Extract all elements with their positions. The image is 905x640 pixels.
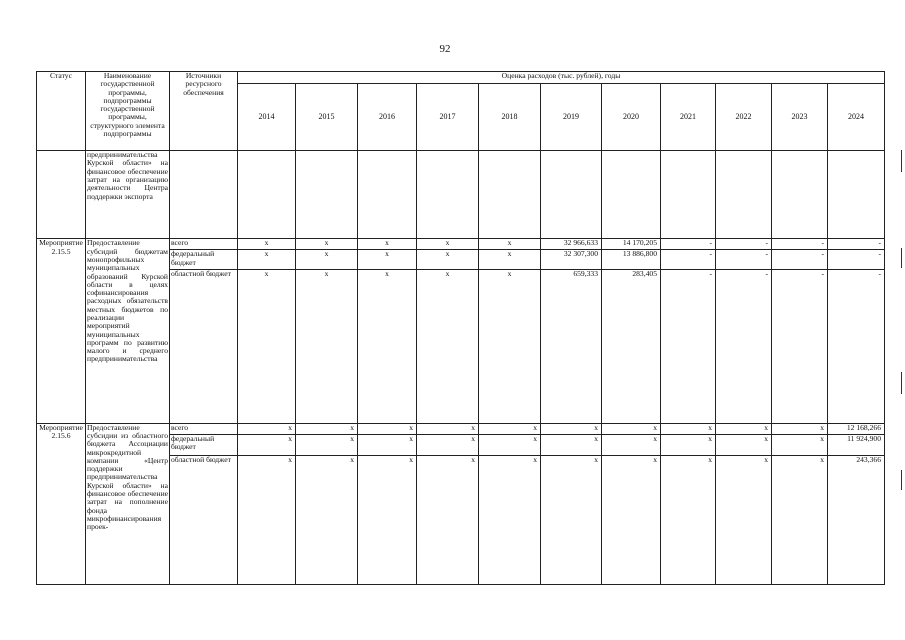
- value-cell: 13 886,800: [602, 250, 661, 270]
- value-cell: -: [661, 270, 716, 423]
- measure-status: Мероприятие 2.15.6: [37, 423, 86, 584]
- value-cell: x: [296, 250, 358, 270]
- margin-mark: [901, 470, 902, 490]
- value-cell: x: [479, 250, 541, 270]
- value-cell: x: [602, 423, 661, 434]
- value-cell: x: [479, 239, 541, 250]
- value-cell: x: [541, 455, 602, 584]
- value-cell: x: [479, 455, 541, 584]
- header-year: 2017: [417, 84, 479, 151]
- value-cell: -: [828, 270, 885, 423]
- header-year: 2014: [238, 84, 296, 151]
- value-cell: 32 307,300: [541, 250, 602, 270]
- source-cell: федеральный бюджет: [170, 250, 238, 270]
- table-row: [37, 423, 885, 434]
- margin-mark: [901, 248, 902, 268]
- measure-status: Мероприятие 2.15.5: [37, 239, 86, 423]
- value-cell: x: [716, 423, 772, 434]
- table-row: [37, 239, 885, 250]
- value-cell: -: [716, 270, 772, 423]
- value-cell: x: [417, 434, 479, 455]
- value-cell: x: [602, 455, 661, 584]
- header-year: 2022: [716, 84, 772, 151]
- header-year: 2020: [602, 84, 661, 151]
- value-cell: x: [358, 239, 417, 250]
- value-cell: x: [541, 434, 602, 455]
- continuation-row: [37, 151, 885, 239]
- value-cell: x: [238, 455, 296, 584]
- value-cell: -: [772, 239, 828, 250]
- value-cell: x: [716, 455, 772, 584]
- value-cell: 659,333: [541, 270, 602, 423]
- value-cell: x: [238, 270, 296, 423]
- value-cell: x: [661, 455, 716, 584]
- value-cell: x: [358, 250, 417, 270]
- value-cell: x: [358, 455, 417, 584]
- value-cell: 11 924,900: [828, 434, 885, 455]
- header-year: 2023: [772, 84, 828, 151]
- value-cell: x: [358, 434, 417, 455]
- value-cell: 32 966,633: [541, 239, 602, 250]
- value-cell: -: [828, 239, 885, 250]
- value-cell: x: [661, 423, 716, 434]
- value-cell: -: [828, 250, 885, 270]
- value-cell: -: [716, 250, 772, 270]
- value-cell: 12 168,266: [828, 423, 885, 434]
- source-cell: областной бюджет: [170, 455, 238, 584]
- value-cell: x: [296, 270, 358, 423]
- value-cell: x: [417, 270, 479, 423]
- value-cell: -: [661, 250, 716, 270]
- value-cell: x: [358, 270, 417, 423]
- value-cell: x: [772, 423, 828, 434]
- value-cell: x: [238, 239, 296, 250]
- value-cell: -: [772, 250, 828, 270]
- value-cell: 14 170,205: [602, 239, 661, 250]
- margin-mark: [901, 150, 902, 172]
- value-cell: x: [238, 250, 296, 270]
- page-number: 92: [439, 43, 451, 55]
- value-cell: x: [296, 239, 358, 250]
- value-cell: 243,366: [828, 455, 885, 584]
- value-cell: x: [296, 455, 358, 584]
- value-cell: -: [716, 239, 772, 250]
- value-cell: x: [479, 270, 541, 423]
- measure-name: Предоставление субсидии из областного бюджета Ассоциации микрокредитной компании «Центр поддержки предпринимательства Курской области» на финансовое обеспечение затрат на пополнение фонда микрофинансирования проек-: [86, 423, 170, 584]
- measure-name: предпринимательства Курской области» на финансовое обеспечение затрат на организацию деятельности Центра поддержки экспорта: [86, 151, 170, 239]
- value-cell: x: [541, 423, 602, 434]
- source-cell: всего: [170, 239, 238, 250]
- header-name: Наименование государственной программы, подпрограммы государственной программы, структурного элемента подпрограммы: [86, 72, 170, 151]
- value-cell: -: [772, 270, 828, 423]
- value-cell: x: [358, 423, 417, 434]
- header-year: 2024: [828, 84, 885, 151]
- value-cell: x: [661, 434, 716, 455]
- value-cell: -: [661, 239, 716, 250]
- value-cell: x: [238, 434, 296, 455]
- header-year: 2015: [296, 84, 358, 151]
- value-cell: 283,405: [602, 270, 661, 423]
- header-sources: Источники ресурсного обеспечения: [170, 72, 238, 151]
- budget-table: [36, 71, 885, 585]
- source-cell: всего: [170, 423, 238, 434]
- header-year: 2021: [661, 84, 716, 151]
- source-cell: областной бюджет: [170, 270, 238, 423]
- value-cell: x: [417, 455, 479, 584]
- header-year: 2019: [541, 84, 602, 151]
- value-cell: x: [417, 250, 479, 270]
- value-cell: x: [296, 423, 358, 434]
- header-estimate: Оценка расходов (тыс. рублей), годы: [238, 72, 885, 84]
- header-year: 2016: [358, 84, 417, 151]
- value-cell: x: [716, 434, 772, 455]
- value-cell: x: [772, 434, 828, 455]
- header-year: 2018: [479, 84, 541, 151]
- value-cell: x: [479, 434, 541, 455]
- value-cell: x: [417, 423, 479, 434]
- value-cell: x: [479, 423, 541, 434]
- value-cell: x: [602, 434, 661, 455]
- value-cell: x: [417, 239, 479, 250]
- measure-name: Предоставление субсидий бюджетам монопрофильных муниципальных образований Курской области в целях софинансирования расходных обязательств местных бюджетов по реализации мероприятий муниципальных программ по развитию малого и среднего предпринимательства: [86, 239, 170, 423]
- source-cell: федеральный бюджет: [170, 434, 238, 455]
- value-cell: x: [772, 455, 828, 584]
- header-status: Статус: [37, 72, 86, 151]
- margin-mark: [901, 372, 902, 394]
- value-cell: x: [238, 423, 296, 434]
- value-cell: x: [296, 434, 358, 455]
